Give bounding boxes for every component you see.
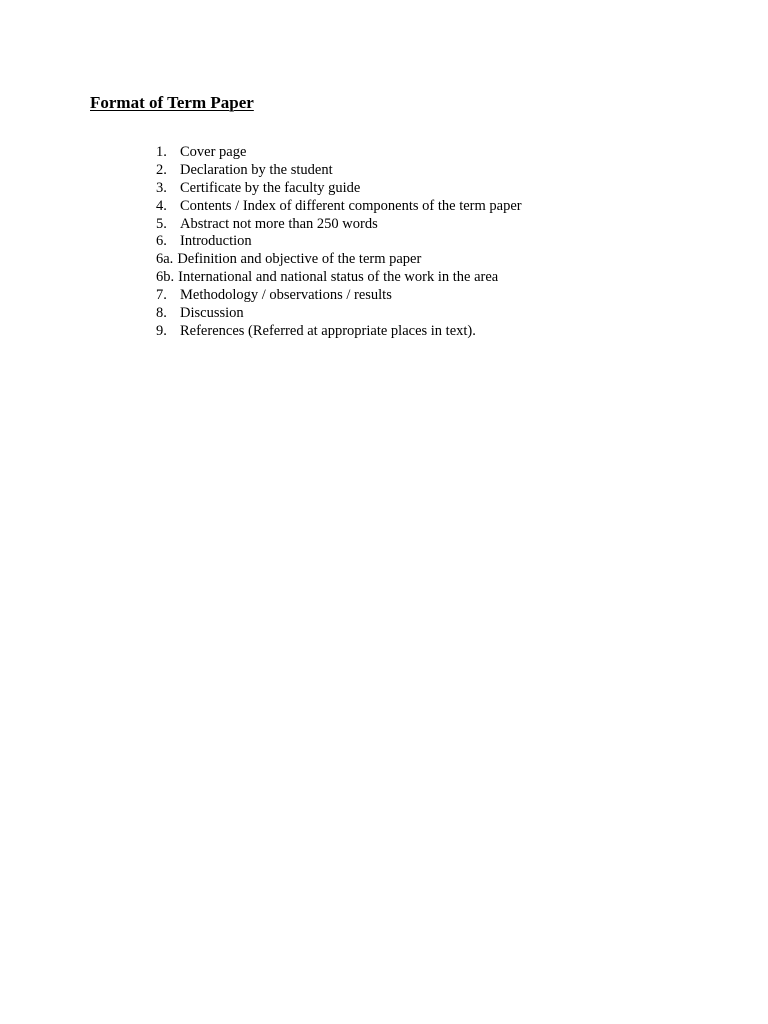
list-item-text: Contents / Index of different components of the term paper <box>180 197 522 214</box>
list-item-number: 7. <box>156 287 167 304</box>
list-item-text: Certificate by the faculty guide <box>180 179 361 196</box>
list-item-text: Cover page <box>180 144 247 160</box>
list-item <box>156 287 522 305</box>
list-item-number: 6a. <box>156 251 174 268</box>
list-item-number: 4. <box>156 197 167 214</box>
list-item-text: Declaration by the student <box>180 161 333 178</box>
list-item <box>156 216 522 234</box>
term-paper-format-list <box>156 144 522 341</box>
list-item-number: 9. <box>156 322 167 339</box>
list-item-number: 6b. <box>156 269 175 286</box>
list-item-text: Introduction <box>180 233 252 250</box>
page-title: Format of Term Paper <box>90 93 254 112</box>
list-item-number: 6. <box>156 233 167 250</box>
list-item-text: Abstract not more than 250 words <box>180 215 378 232</box>
list-item-number: 2. <box>156 161 167 178</box>
list-item <box>156 162 522 180</box>
list-item-text: References (Referred at appropriate places in text). <box>180 322 476 339</box>
sub-list-item <box>156 251 522 269</box>
list-item-text: Definition and objective of the term paper <box>177 251 422 268</box>
list-item-number: 3. <box>156 179 167 196</box>
list-item-number: 1. <box>156 144 167 160</box>
list-item-number: 8. <box>156 305 167 322</box>
list-item <box>156 305 522 323</box>
list-item-text: Methodology / observations / results <box>180 287 392 304</box>
list-item <box>156 180 522 198</box>
list-item-number: 5. <box>156 215 167 232</box>
sub-list-item <box>156 269 522 287</box>
list-item <box>156 323 522 341</box>
list-item <box>156 198 522 216</box>
list-item-text: International and national status of the work in the area <box>178 269 499 286</box>
list-item-text: Discussion <box>180 305 244 322</box>
list-item <box>156 144 522 162</box>
list-item <box>156 233 522 251</box>
